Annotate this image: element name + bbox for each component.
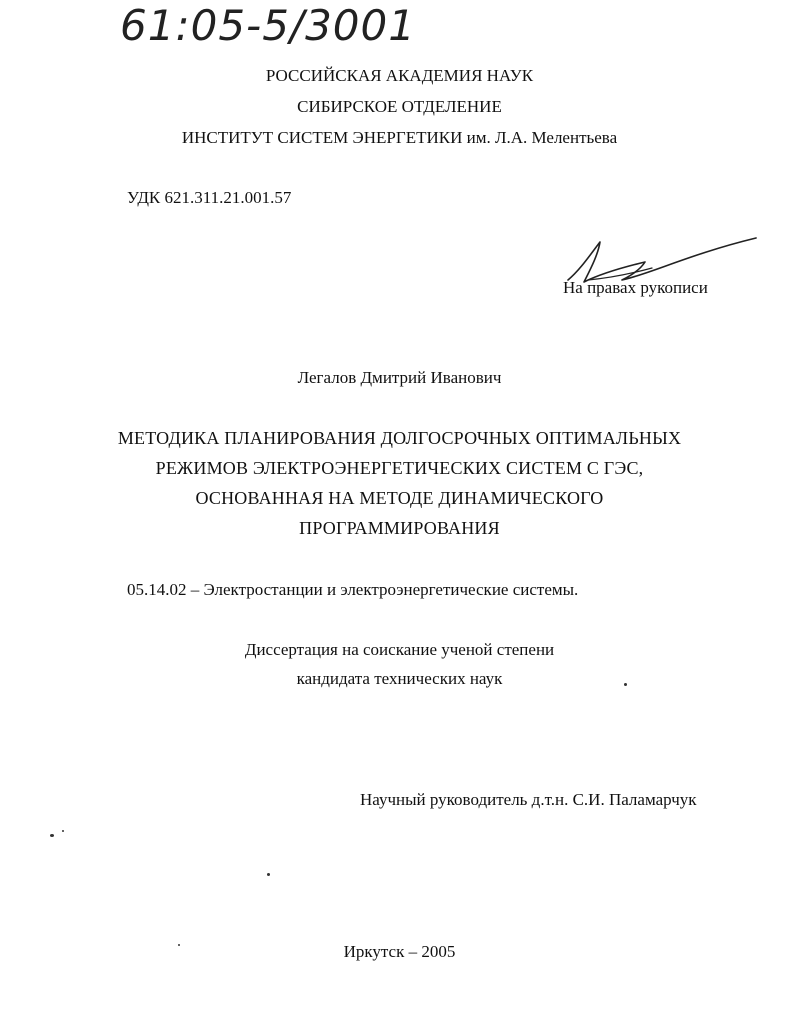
place-and-year: Иркутск – 2005 — [343, 942, 456, 961]
author-name: Легалов Дмитрий Иванович — [297, 368, 502, 387]
header-academy: РОССИЙСКАЯ АКАДЕМИЯ НАУК — [265, 66, 534, 85]
dissertation-title-line-2: РЕЖИМОВ ЭЛЕКТРОЭНЕРГЕТИЧЕСКИХ СИСТЕМ С ГЭС, — [155, 458, 644, 478]
scan-speck — [267, 873, 270, 876]
archive-number-handwritten: 61:05-5/3001 — [120, 1, 416, 50]
dissertation-title-line-3: ОСНОВАННАЯ НА МЕТОДЕ ДИНАМИЧЕСКОГО — [195, 488, 604, 508]
degree-line-1: Диссертация на соискание ученой степени — [244, 640, 555, 659]
scientific-supervisor: Научный руководитель д.т.н. С.И. Паламарчук — [360, 790, 697, 809]
scan-speck — [178, 944, 180, 946]
scan-speck — [62, 830, 64, 832]
manuscript-rights: На правах рукописи — [563, 278, 708, 297]
dissertation-title-line-1: МЕТОДИКА ПЛАНИРОВАНИЯ ДОЛГОСРОЧНЫХ ОПТИМАЛЬНЫХ — [117, 428, 682, 448]
dissertation-title-line-4: ПРОГРАММИРОВАНИЯ — [299, 518, 500, 538]
scan-speck — [50, 834, 54, 837]
scan-speck — [624, 683, 627, 686]
degree-line-2: кандидата технических наук — [296, 669, 503, 688]
header-branch: СИБИРСКОЕ ОТДЕЛЕНИЕ — [297, 97, 502, 116]
specialty-code: 05.14.02 – Электростанции и электроэнергетические системы. — [127, 580, 579, 599]
header-institute: ИНСТИТУТ СИСТЕМ ЭНЕРГЕТИКИ им. Л.А. Мелентьева — [181, 128, 618, 147]
udk-code: УДК 621.311.21.001.57 — [127, 188, 292, 207]
